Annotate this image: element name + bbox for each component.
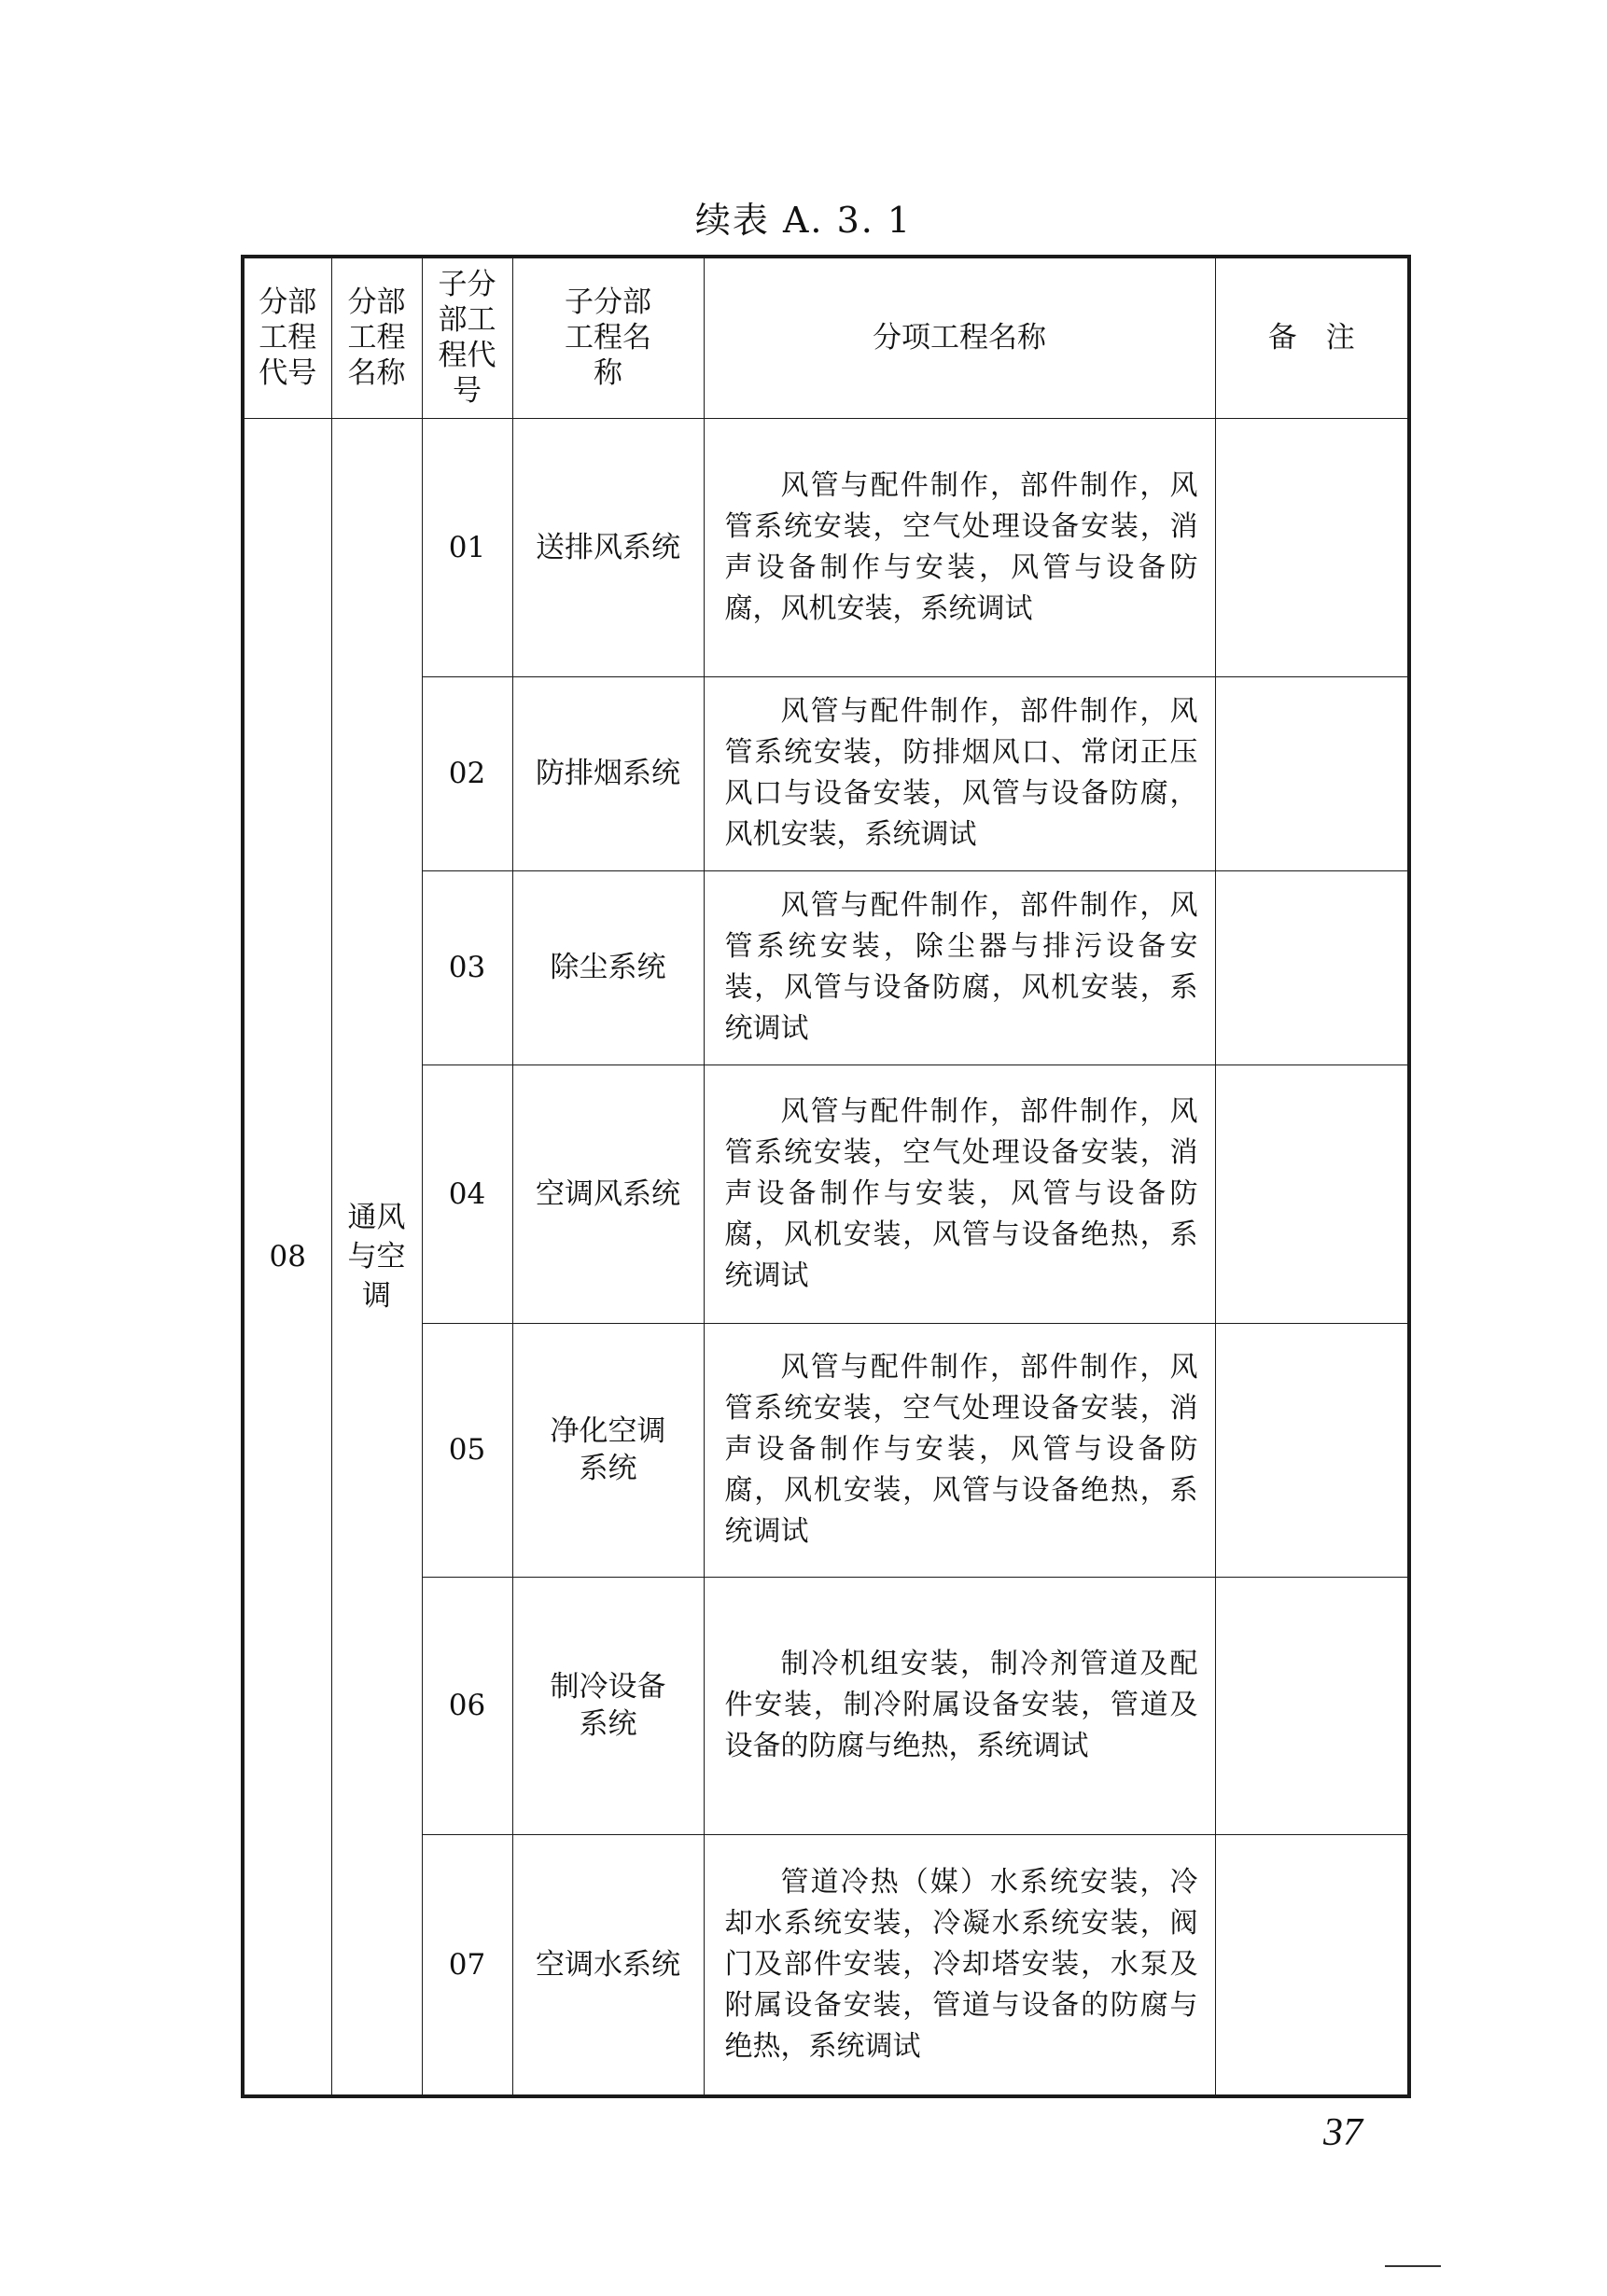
note-cell	[1215, 1577, 1409, 1834]
subdivision-name: 制冷设备系统	[512, 1577, 704, 1834]
subdivision-code: 02	[422, 676, 512, 870]
subdivision-code: 06	[422, 1577, 512, 1834]
division-code: 08	[243, 418, 331, 2096]
page-number: 37	[1323, 2111, 1362, 2154]
note-cell	[1215, 676, 1409, 870]
item-names: 风管与配件制作，部件制作，风管系统安装，防排烟风口、常闭正压风口与设备安装，风管与设备防腐，风机安装，系统调试	[704, 676, 1215, 870]
subdivision-name: 除尘系统	[512, 870, 704, 1065]
table-row	[243, 418, 1409, 676]
item-names: 管道冷热（媒）水系统安装，冷却水系统安装，冷凝水系统安装，阀门及部件安装，冷却塔安装，水泵及附属设备安装，管道与设备的防腐与绝热，系统调试	[704, 1834, 1215, 2096]
header-division-code: 分部工程代号	[243, 257, 331, 418]
subdivision-name: 空调水系统	[512, 1834, 704, 2096]
note-cell	[1215, 1834, 1409, 2096]
division-name: 通风与空调	[331, 418, 422, 2096]
note-cell	[1215, 1065, 1409, 1323]
header-item-names: 分项工程名称	[704, 257, 1215, 418]
sub-project-table	[241, 255, 1411, 2098]
note-cell	[1215, 1323, 1409, 1577]
subdivision-name: 空调风系统	[512, 1065, 704, 1323]
subdivision-name: 净化空调系统	[512, 1323, 704, 1577]
header-subdivision-name: 子分部工程名称	[512, 257, 704, 418]
subdivision-name: 送排风系统	[512, 418, 704, 676]
subdivision-code: 01	[422, 418, 512, 676]
subdivision-code: 07	[422, 1834, 512, 2096]
note-cell	[1215, 870, 1409, 1065]
item-names: 风管与配件制作，部件制作，风管系统安装，空气处理设备安装，消声设备制作与安装，风管与设备防腐，风机安装，风管与设备绝热，系统调试	[704, 1323, 1215, 1577]
header-notes: 备 注	[1215, 257, 1409, 418]
corner-rule	[1385, 2265, 1441, 2267]
item-names: 风管与配件制作，部件制作，风管系统安装，除尘器与排污设备安装，风管与设备防腐，风机安装，系统调试	[704, 870, 1215, 1065]
subdivision-name: 防排烟系统	[512, 676, 704, 870]
subdivision-code: 03	[422, 870, 512, 1065]
item-names: 风管与配件制作，部件制作，风管系统安装，空气处理设备安装，消声设备制作与安装，风管与设备防腐，风机安装，风管与设备绝热，系统调试	[704, 1065, 1215, 1323]
subdivision-code: 04	[422, 1065, 512, 1323]
header-subdivision-code: 子分部工程代号	[422, 257, 512, 418]
table-caption: 续表 A. 3. 1	[694, 200, 913, 241]
item-names: 风管与配件制作，部件制作，风管系统安装，空气处理设备安装，消声设备制作与安装，风管与设备防腐，风机安装，系统调试	[704, 418, 1215, 676]
subdivision-code: 05	[422, 1323, 512, 1577]
header-row	[243, 257, 1409, 418]
header-division-name: 分部工程名称	[331, 257, 422, 418]
item-names: 制冷机组安装，制冷剂管道及配件安装，制冷附属设备安装，管道及设备的防腐与绝热，系统调试	[704, 1577, 1215, 1834]
note-cell	[1215, 418, 1409, 676]
